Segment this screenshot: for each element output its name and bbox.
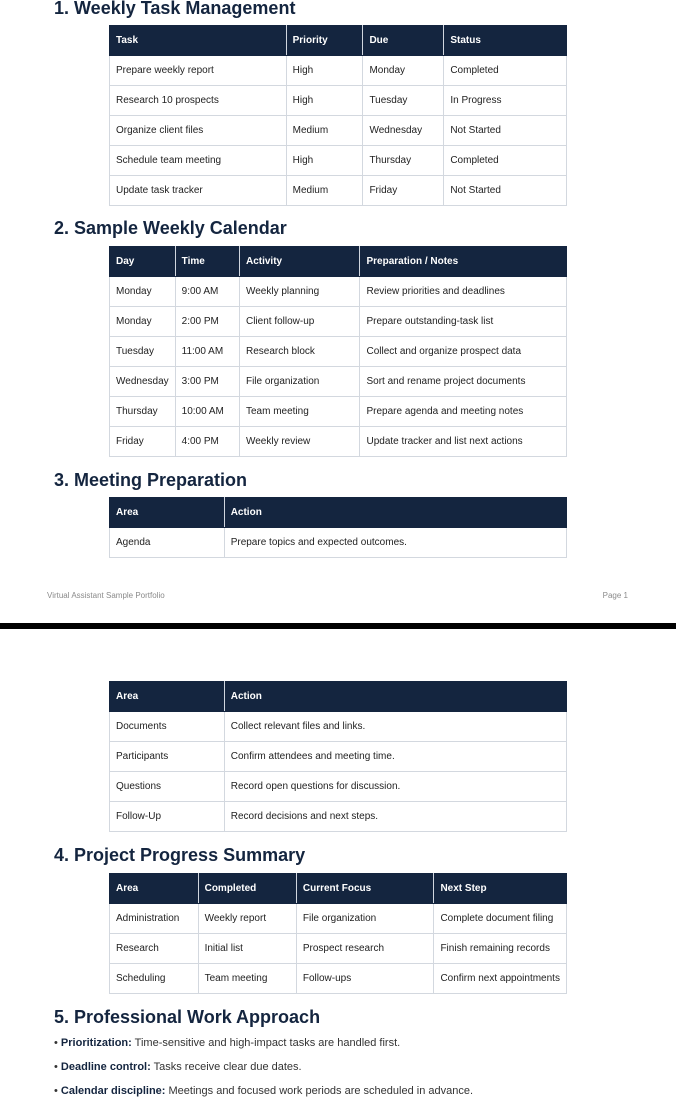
table-cell: Completed: [444, 146, 567, 176]
table-row: [110, 367, 567, 397]
table-row: [110, 86, 567, 116]
table-cell: Prospect research: [296, 934, 434, 964]
table-cell: Agenda: [110, 528, 225, 558]
column-header: Area: [110, 874, 199, 904]
table-row: [110, 56, 567, 86]
table-cell: Collect relevant files and links.: [224, 712, 566, 742]
table-cell: Complete document filing: [434, 904, 567, 934]
table-row: [110, 307, 567, 337]
table-cell: High: [286, 146, 363, 176]
column-header: Time: [175, 247, 239, 277]
table-cell: Schedule team meeting: [110, 146, 287, 176]
column-header: Completed: [198, 874, 296, 904]
table-cell: 2:00 PM: [175, 307, 239, 337]
table-cell: Record open questions for discussion.: [224, 772, 566, 802]
table-cell: 9:00 AM: [175, 277, 239, 307]
table-cell: High: [286, 56, 363, 86]
table-row: [110, 904, 567, 934]
meeting-prep-table: [109, 497, 567, 558]
table-cell: Friday: [110, 427, 176, 457]
table-cell: Research 10 prospects: [110, 86, 287, 116]
table-cell: 3:00 PM: [175, 367, 239, 397]
table-cell: Team meeting: [198, 964, 296, 994]
table-cell: Not Started: [444, 176, 567, 206]
header-row: [110, 247, 567, 277]
table-cell: Prepare topics and expected outcomes.: [224, 528, 566, 558]
table-cell: Sort and rename project documents: [360, 367, 567, 397]
table-row: [110, 146, 567, 176]
table-cell: Organize client files: [110, 116, 287, 146]
table-cell: Update tracker and list next actions: [360, 427, 567, 457]
bullet-dot: •: [54, 1061, 61, 1073]
meeting-prep-table-continued: [109, 681, 567, 832]
table-cell: Client follow-up: [239, 307, 360, 337]
table-cell: Follow-Up: [110, 802, 225, 832]
column-header: Priority: [286, 26, 363, 56]
column-header: Action: [224, 682, 566, 712]
table-cell: 4:00 PM: [175, 427, 239, 457]
table-cell: Weekly review: [239, 427, 360, 457]
header-row: [110, 874, 567, 904]
table-cell: File organization: [296, 904, 434, 934]
table-cell: Questions: [110, 772, 225, 802]
table-cell: Monday: [110, 277, 176, 307]
table-cell: Finish remaining records: [434, 934, 567, 964]
table-cell: Thursday: [110, 397, 176, 427]
approach-bullet: [54, 1036, 473, 1060]
bullet-dot: •: [54, 1085, 61, 1097]
table-cell: Participants: [110, 742, 225, 772]
table-cell: File organization: [239, 367, 360, 397]
approach-label: Calendar discipline:: [60, 1085, 166, 1097]
approach-bullet: [54, 1060, 473, 1084]
bullet-dot: •: [54, 1037, 61, 1049]
table-row: [110, 528, 567, 558]
approach-label: Deadline control:: [60, 1061, 151, 1073]
table-row: [110, 337, 567, 367]
table-cell: Not Started: [444, 116, 567, 146]
table-cell: Weekly report: [198, 904, 296, 934]
footer-page-number: Page 1: [602, 591, 628, 600]
column-header: Activity: [239, 247, 360, 277]
table-row: [110, 427, 567, 457]
section-heading-meeting-prep: 3. Meeting Preparation: [54, 470, 248, 490]
table-cell: 10:00 AM: [175, 397, 239, 427]
table-cell: Prepare weekly report: [110, 56, 287, 86]
page-divider: [0, 623, 676, 629]
table-cell: Completed: [444, 56, 567, 86]
column-header: Next Step: [434, 874, 567, 904]
table-cell: Update task tracker: [110, 176, 287, 206]
section-heading-calendar: 2. Sample Weekly Calendar: [54, 218, 287, 238]
column-header: Day: [110, 247, 176, 277]
table-cell: Documents: [110, 712, 225, 742]
table-row: [110, 742, 567, 772]
header-row: [110, 682, 567, 712]
table-row: [110, 116, 567, 146]
table-cell: Administration: [110, 904, 199, 934]
approach-text: Tasks receive clear due dates.: [150, 1061, 302, 1073]
table-cell: Scheduling: [110, 964, 199, 994]
column-header: Task: [110, 26, 287, 56]
table-cell: Prepare agenda and meeting notes: [360, 397, 567, 427]
table-cell: Medium: [286, 116, 363, 146]
table-cell: Wednesday: [110, 367, 176, 397]
table-row: [110, 802, 567, 832]
table-cell: Prepare outstanding-task list: [360, 307, 567, 337]
table-row: [110, 934, 567, 964]
table-row: [110, 772, 567, 802]
table-cell: Confirm next appointments: [434, 964, 567, 994]
table-row: [110, 397, 567, 427]
column-header: Action: [224, 498, 566, 528]
table-cell: Research block: [239, 337, 360, 367]
table-cell: Team meeting: [239, 397, 360, 427]
header-row: [110, 26, 567, 56]
table-cell: Research: [110, 934, 199, 964]
table-cell: In Progress: [444, 86, 567, 116]
table-cell: Friday: [363, 176, 444, 206]
table-cell: High: [286, 86, 363, 116]
table-row: [110, 176, 567, 206]
calendar-table: [109, 246, 567, 457]
column-header: Preparation / Notes: [360, 247, 567, 277]
table-row: [110, 964, 567, 994]
table-cell: Thursday: [363, 146, 444, 176]
approach-text: Meetings and focused work periods are scheduled in advance.: [165, 1085, 474, 1097]
table-row: [110, 712, 567, 742]
table-cell: Monday: [110, 307, 176, 337]
section-heading-progress: 4. Project Progress Summary: [54, 845, 306, 865]
table-row: [110, 277, 567, 307]
table-cell: Collect and organize prospect data: [360, 337, 567, 367]
approach-text: Time-sensitive and high-impact tasks are handled first.: [131, 1037, 401, 1049]
table-cell: 11:00 AM: [175, 337, 239, 367]
header-row: [110, 498, 567, 528]
progress-table: [109, 873, 567, 994]
approach-bullet: [54, 1084, 473, 1108]
column-header: Due: [363, 26, 444, 56]
table-cell: Wednesday: [363, 116, 444, 146]
column-header: Current Focus: [296, 874, 434, 904]
table-cell: Weekly planning: [239, 277, 360, 307]
table-cell: Medium: [286, 176, 363, 206]
table-cell: Initial list: [198, 934, 296, 964]
table-cell: Tuesday: [110, 337, 176, 367]
table-cell: Follow-ups: [296, 964, 434, 994]
approach-label: Prioritization:: [60, 1037, 132, 1049]
section-heading-weekly-tasks: 1. Weekly Task Management: [54, 0, 296, 18]
table-cell: Monday: [363, 56, 444, 86]
task-table: [109, 25, 567, 206]
table-cell: Review priorities and deadlines: [360, 277, 567, 307]
table-cell: Record decisions and next steps.: [224, 802, 566, 832]
table-cell: Tuesday: [363, 86, 444, 116]
footer-title: Virtual Assistant Sample Portfolio: [47, 591, 165, 600]
column-header: Area: [110, 498, 225, 528]
table-cell: Confirm attendees and meeting time.: [224, 742, 566, 772]
column-header: Area: [110, 682, 225, 712]
section-heading-work-approach: 5. Professional Work Approach: [54, 1007, 321, 1027]
work-approach-list: [54, 1036, 473, 1108]
column-header: Status: [444, 26, 567, 56]
